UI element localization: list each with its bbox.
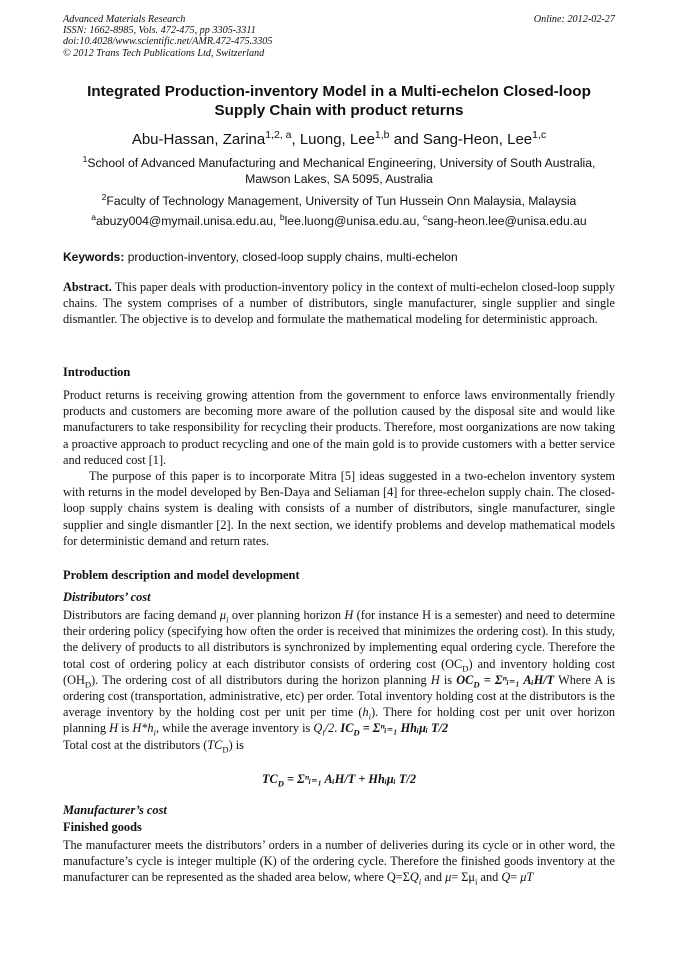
H-times-h: $H*h_i$ xyxy=(132,721,156,738)
Qi-over-2: $Q_i/2$ xyxy=(313,721,335,738)
author-3-sup: 1,c xyxy=(532,129,547,141)
manufacturer-paragraph xyxy=(63,837,615,886)
manu-text-5: = xyxy=(510,870,521,885)
email-b[interactable]: lee.luong@unisa.edu.au, xyxy=(284,214,423,228)
affiliation-2 xyxy=(63,193,615,209)
sub-i: i xyxy=(475,876,478,887)
email-list xyxy=(63,213,615,229)
author-list xyxy=(63,131,615,148)
sub-D: D xyxy=(462,663,469,674)
dist-text-4: ) and inventory holding cost (OH xyxy=(63,656,615,687)
problem-heading: Problem description and model development xyxy=(63,568,300,582)
affiliation-2-sup: 2 xyxy=(101,191,107,202)
author-2-sup: 1,b xyxy=(374,129,390,141)
affiliation-1-text: School of Advanced Manufacturing and Mechanical Engineering, University of South Australia, Mawson Lakes, SA 5095, Australia xyxy=(87,156,596,186)
abstract xyxy=(63,279,615,328)
journal-name: Advanced Materials Research xyxy=(63,14,186,25)
dist-text-1: Distributors are facing demand xyxy=(63,608,220,622)
var-H-2: H xyxy=(430,672,440,687)
ic-formula: $IC_D$ = Σⁿᵢ₌₁ Hhᵢμᵢ T/2 xyxy=(340,721,449,738)
dist-text-12: Total cost at the distributors ( xyxy=(63,737,208,752)
dist-text-7: Where A is ordering cost (transportation, administrative, etc) per order. Total inventory holding cost at the distributors is the average inventory by the holding cost per unit per time ( xyxy=(63,672,615,720)
manu-text-2: and xyxy=(421,870,446,885)
dist-text-6: is xyxy=(439,672,457,687)
keywords-text: production-inventory, closed-loop supply chains, multi-echelon xyxy=(124,250,458,264)
dist-text-8: ). There for holding cost per unit over horizon planning xyxy=(63,705,616,736)
affiliation-2-text: Faculty of Technology Management, University of Tun Hussein Onn Malaysia, Malaysia xyxy=(106,194,577,208)
sub-D-2: D xyxy=(84,679,92,690)
abstract-text: This paper deals with production-inventory policy in the context of multi-echelon closed-loop supply chains. The system comprises of a number of distributors, single manufacturer, single supplier and single dismantler. The objective is to develop and formulate the mathematical modeling for deterministic approach. xyxy=(63,280,615,327)
email-a-sup: a xyxy=(91,211,97,222)
finished-goods-heading: Finished goods xyxy=(63,820,142,834)
manu-text-1: The manufacturer meets the distributors’ orders in a number of deliveries during its cycle or in other word, the manufacture’s cycle is integer multiple (K) of the ordering cycle. Therefore the finished goods inventory at the manufacturer can be represented as the shaded area below, where Q=Σ xyxy=(63,838,615,885)
paper-title: Integrated Production-inventory Model in a Multi-echelon Closed-loop Supply Chain with product returns xyxy=(87,83,591,119)
var-H: H xyxy=(344,608,354,622)
keywords-label: Keywords: xyxy=(63,250,125,264)
mu-i: $\mu_i$ xyxy=(219,608,229,625)
email-b-sup: b xyxy=(279,211,285,222)
author-1: Abu-Hassan, Zarina xyxy=(131,131,266,148)
journal-header xyxy=(63,14,272,59)
author-1-sup: 1,2, a xyxy=(265,129,292,141)
Qi: $Q_i$ xyxy=(409,870,422,887)
var-mu: μ xyxy=(445,870,452,885)
journal-copyright: © 2012 Trans Tech Publications Ltd, Switzerland xyxy=(63,47,265,59)
var-H-3: H xyxy=(109,721,118,736)
abstract-label: Abstract. xyxy=(63,280,112,294)
dist-text-13: ) is xyxy=(228,737,244,752)
dist-text-9: is xyxy=(118,721,133,736)
distributors-cost-heading: Distributors’ cost xyxy=(63,590,151,604)
email-a[interactable]: abuzy004@mymail.unisa.edu.au, xyxy=(96,214,280,228)
keywords xyxy=(63,250,458,264)
var-muT: μT xyxy=(520,870,534,885)
manu-text-3: = Σμ xyxy=(451,870,476,885)
author-2: , Luong, Lee xyxy=(291,131,375,148)
oc-formula: $OC_D$ = Σⁿᵢ₌₁ AᵢH/T xyxy=(456,672,555,690)
email-c[interactable]: sang-heon.lee@unisa.edu.au xyxy=(427,214,587,228)
introduction-paragraph-1: Product returns is receiving growing attention from the government to enforce laws environmentally friendly products and customers are becoming more aware of the pollution caused by the disposal site and would like manufacturers to take responsibility for recycling their products. Therefore, most oorganizations are now taking a proactive approach to product recycling and one of the main gold is to provide customers with a better service and reduced cost [1]. xyxy=(63,388,615,467)
introduction-paragraph-2: The purpose of this paper is to incorporate Mitra [5] ideas suggested in a two-echelon inventory system with returns in the model developed by Ben-Daya and Seliaman [4] for three-echelon supply chain. The closed-loop supply chains system is dealing with consists of a number of distributors, single manufacturer, single supplier and single dismantler [2]. In the next section, we identify problems and develop mathematical models for deterministic demand and return rates. xyxy=(63,469,615,548)
journal-issn: ISSN: 1662-8985, Vols. 472-475, pp 3305-3311 xyxy=(63,25,256,37)
introduction-heading: Introduction xyxy=(63,365,131,379)
dist-text-5: ). The ordering cost of all distributors during the horizon planning xyxy=(91,672,431,687)
online-date: Online: 2012-02-27 xyxy=(533,14,615,25)
manufacturer-cost-heading: Manufacturer’s cost xyxy=(63,803,167,817)
dist-text-10: , while the average inventory is xyxy=(155,721,314,736)
affiliation-1-sup: 1 xyxy=(82,153,88,164)
tc-formula: $TC_D$ = Σⁿᵢ₌₁ AᵢH/T + Hhᵢμᵢ T/2 xyxy=(262,772,416,789)
dist-text-3: (for instance H is a semester) and need to determine their ordering policy (specifying how often the order is received that minimizes the ordering cost). In this study, the delivery of products to all distributors is synchronized by implementing equal ordering cycle. Therefore the total cost of ordering policy at each distributor consists of ordering cost (OC xyxy=(63,608,615,671)
var-Q: Q xyxy=(501,870,511,885)
email-c-sup: c xyxy=(423,211,428,222)
affiliation-1 xyxy=(63,155,615,187)
sub-D-3: D xyxy=(222,744,229,755)
distributors-paragraph xyxy=(63,607,615,753)
dist-text-2: over planning horizon xyxy=(228,608,345,622)
dist-text-11: . xyxy=(334,721,341,736)
h-i: $h_i$ xyxy=(362,705,372,722)
author-3: and Sang-Heon, Lee xyxy=(389,131,533,148)
manu-text-4: and xyxy=(477,870,502,885)
var-TC: TC xyxy=(207,737,223,752)
journal-doi[interactable]: doi:10.4028/www.scientific.net/AMR.472-475.3305 xyxy=(63,36,273,48)
